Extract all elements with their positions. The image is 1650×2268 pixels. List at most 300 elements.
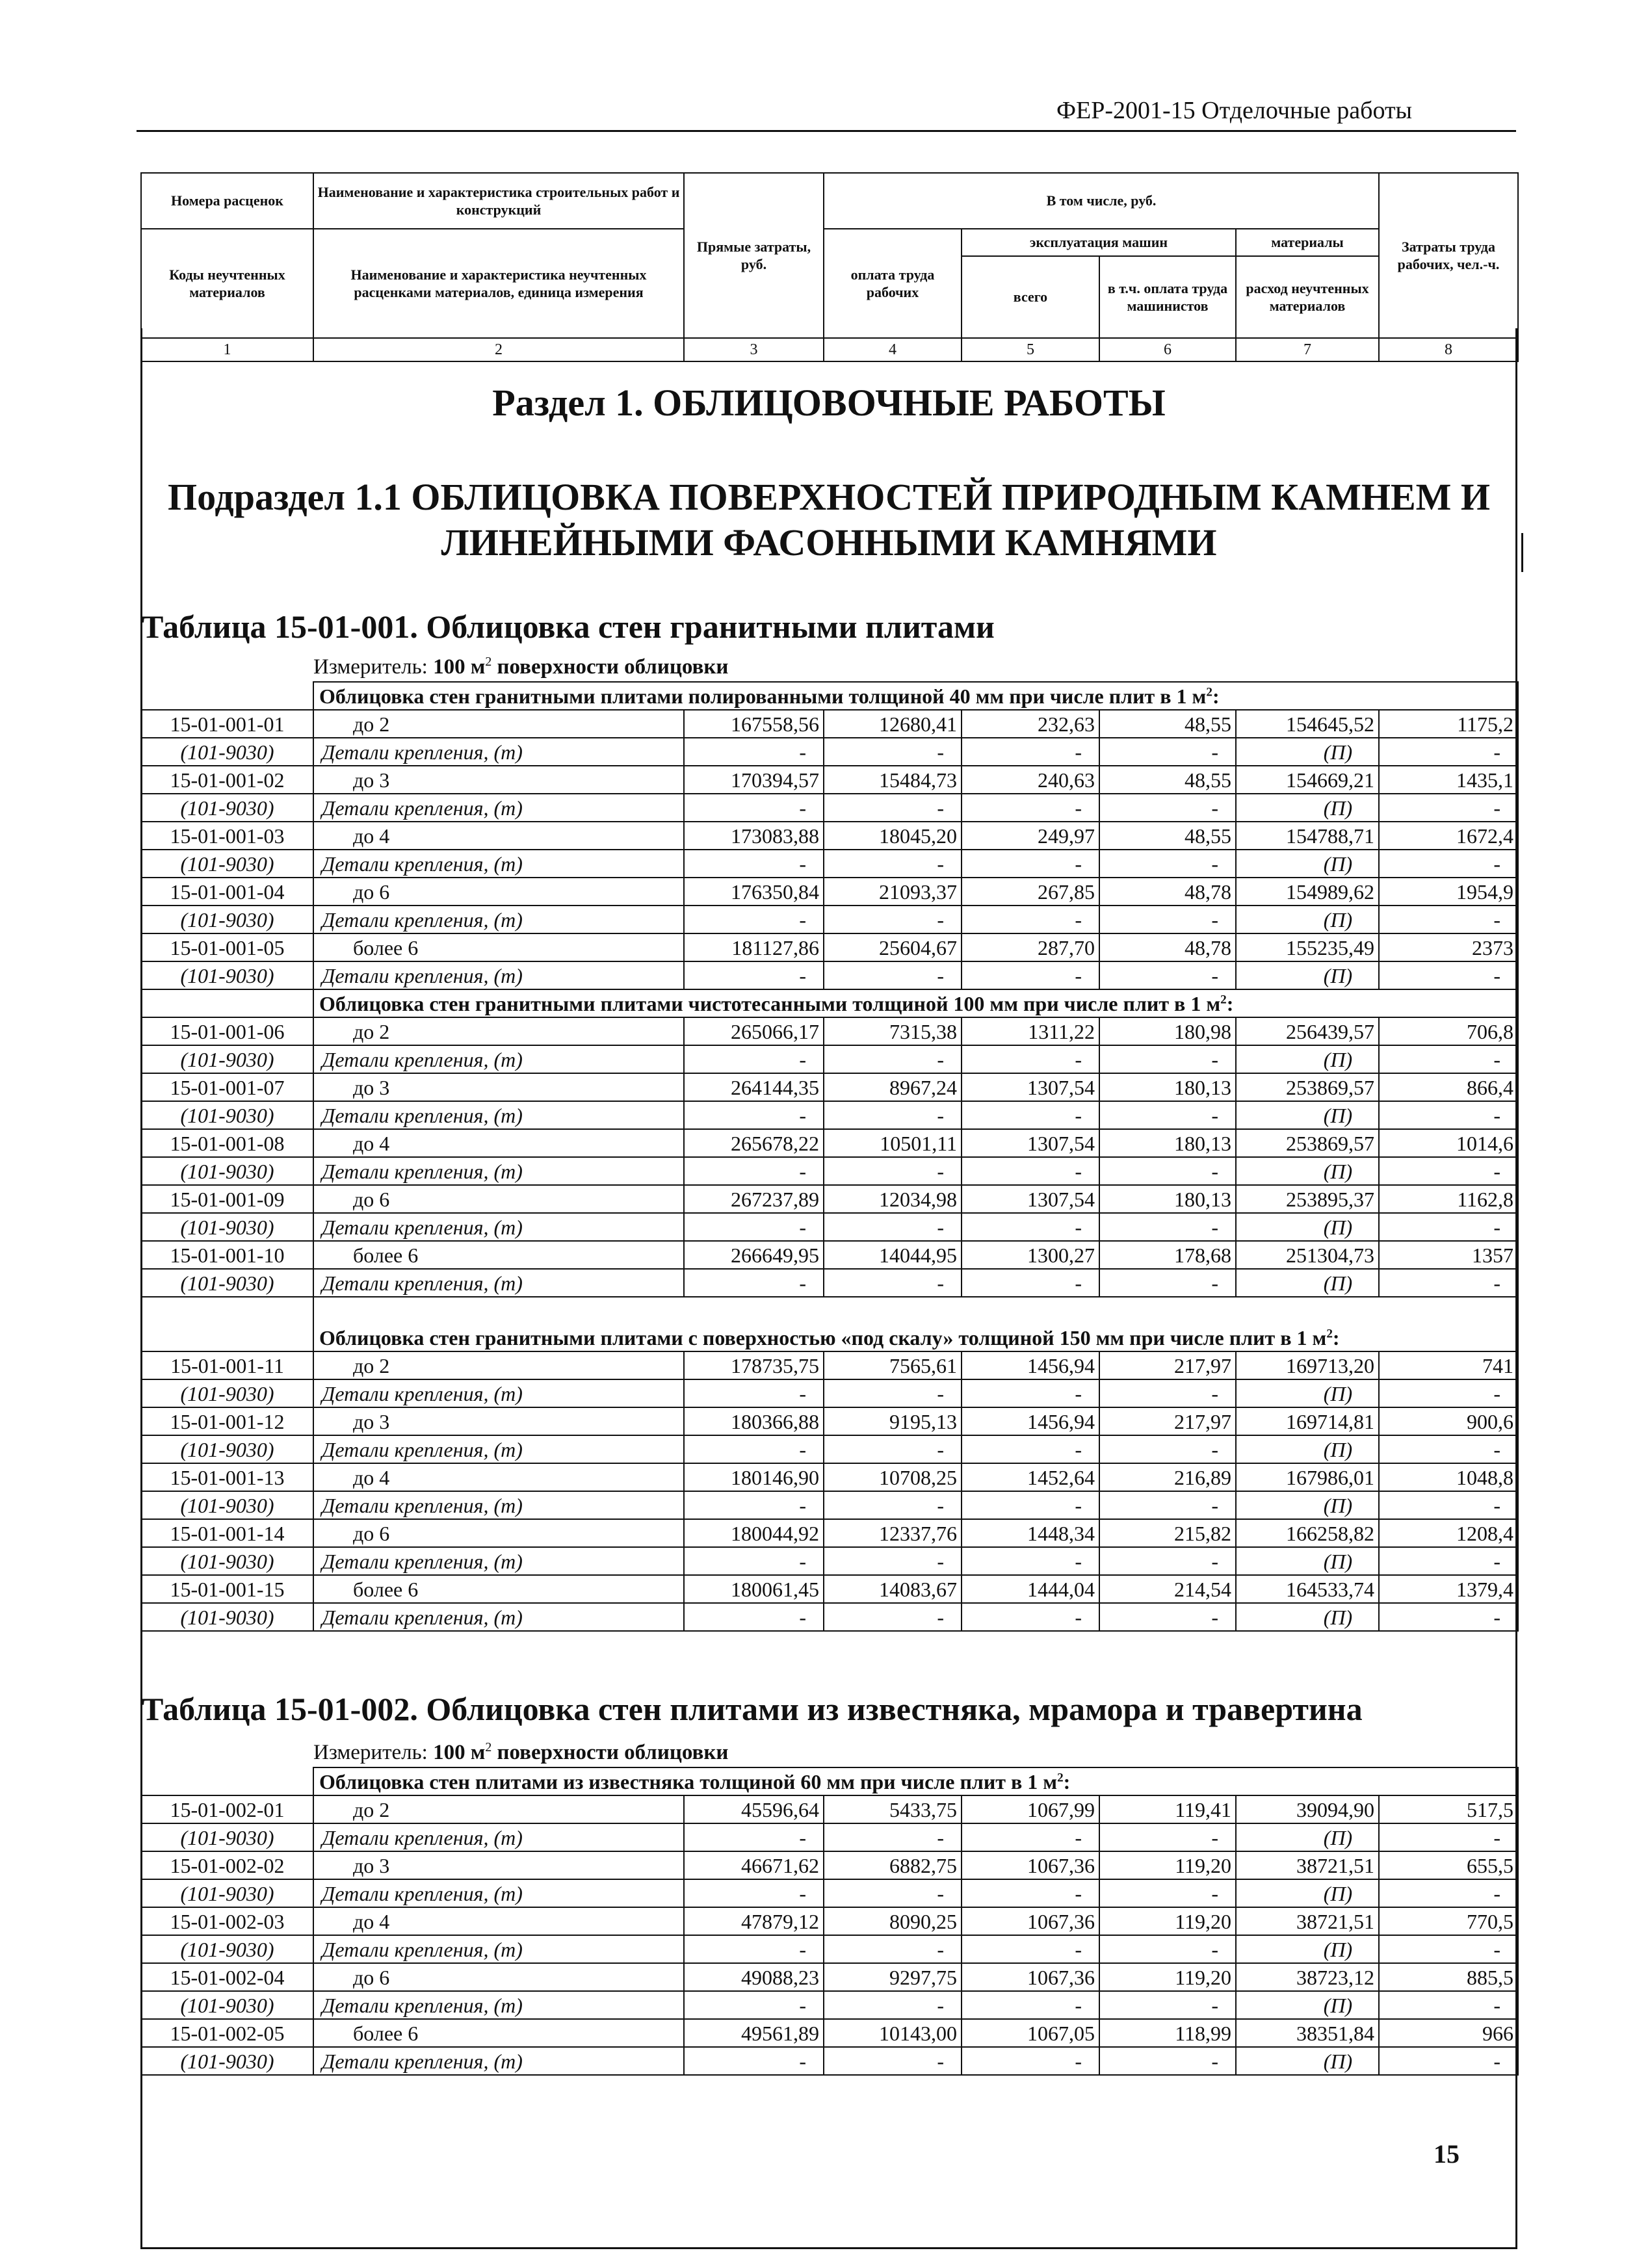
material-description: Детали крепления, (т) [313, 1045, 684, 1073]
dash-cell: - [962, 794, 1099, 822]
dash-cell: - [1099, 1435, 1236, 1463]
dash-cell: - [1099, 1269, 1236, 1297]
dash-cell: - [684, 1991, 824, 2019]
labor-hours: 770,5 [1379, 1907, 1518, 1935]
material-row [141, 1157, 1518, 1185]
rate-description: более 6 [313, 933, 684, 961]
direct-costs: 167558,56 [684, 710, 824, 738]
rate-row [141, 1963, 1518, 1991]
material-code: (101-9030) [141, 850, 313, 878]
dash-cell: - [1099, 2047, 1236, 2075]
dash-cell: - [962, 2047, 1099, 2075]
group-heading-sup: 2 [1057, 1771, 1064, 1785]
rate-description: более 6 [313, 1575, 684, 1603]
table2-data [140, 1767, 1519, 2076]
direct-costs: 265066,17 [684, 1017, 824, 1045]
col4-labor-pay: оплата труда рабочих [824, 229, 962, 338]
labor-hours: 741 [1379, 1351, 1518, 1379]
rate-code: 15-01-001-15 [141, 1575, 313, 1603]
rate-code: 15-01-001-04 [141, 878, 313, 906]
table1-measure [313, 655, 728, 679]
rate-description: до 4 [313, 1907, 684, 1935]
material-description: Детали крепления, (т) [313, 1879, 684, 1907]
dash-cell: - [1379, 1379, 1518, 1407]
machines-total: 1307,54 [962, 1073, 1099, 1101]
running-header: ФЕР-2001-15 Отделочные работы [1056, 97, 1413, 124]
labor-pay: 21093,37 [824, 878, 962, 906]
machines-total: 1067,36 [962, 1963, 1099, 1991]
material-description: Детали крепления, (т) [313, 1935, 684, 1963]
dash-cell: - [824, 850, 962, 878]
rate-code: 15-01-001-02 [141, 766, 313, 794]
dash-cell: - [824, 1603, 962, 1631]
rate-code: 15-01-001-03 [141, 822, 313, 850]
machinist-pay: 48,55 [1099, 822, 1236, 850]
rate-description: до 3 [313, 1073, 684, 1101]
rate-description: до 3 [313, 1407, 684, 1435]
material-description: Детали крепления, (т) [313, 2047, 684, 2075]
direct-costs: 181127,86 [684, 933, 824, 961]
col-number: 4 [824, 338, 962, 361]
group-heading-sup: 2 [1206, 685, 1212, 699]
dash-cell: - [824, 1879, 962, 1907]
machines-total: 232,63 [962, 710, 1099, 738]
dash-cell: - [824, 738, 962, 766]
labor-hours: 517,5 [1379, 1795, 1518, 1823]
group-heading-sup: 2 [1220, 993, 1227, 1007]
labor-hours: 1435,1 [1379, 766, 1518, 794]
dash-cell: - [684, 1547, 824, 1575]
col-group-including: В том числе, руб. [824, 173, 1379, 229]
rate-row [141, 822, 1518, 850]
materials: 256439,57 [1236, 1017, 1379, 1045]
labor-hours: 1048,8 [1379, 1463, 1518, 1491]
dash-cell: - [684, 794, 824, 822]
dash-cell: - [962, 1157, 1099, 1185]
machinist-pay: 119,20 [1099, 1851, 1236, 1879]
material-code: (101-9030) [141, 1603, 313, 1631]
material-marker: (П) [1236, 850, 1379, 878]
materials: 39094,90 [1236, 1795, 1379, 1823]
dash-cell: - [824, 1935, 962, 1963]
col3-direct-costs: Прямые затраты, руб. [684, 173, 824, 338]
materials: 154788,71 [1236, 822, 1379, 850]
machinist-pay: 118,99 [1099, 2019, 1236, 2047]
machines-total: 1067,36 [962, 1907, 1099, 1935]
labor-hours: 1162,8 [1379, 1185, 1518, 1213]
labor-hours: 866,4 [1379, 1073, 1518, 1101]
labor-hours: 1954,9 [1379, 878, 1518, 906]
material-description: Детали крепления, (т) [313, 738, 684, 766]
labor-hours: 885,5 [1379, 1963, 1518, 1991]
labor-hours: 1379,4 [1379, 1575, 1518, 1603]
dash-cell: - [1099, 850, 1236, 878]
dash-cell: - [1099, 794, 1236, 822]
dash-cell: - [824, 1045, 962, 1073]
dash-cell: - [824, 906, 962, 933]
dash-cell: - [824, 1157, 962, 1185]
dash-cell: - [824, 1101, 962, 1129]
materials: 166258,82 [1236, 1519, 1379, 1547]
rate-code: 15-01-001-08 [141, 1129, 313, 1157]
labor-hours: 1672,4 [1379, 822, 1518, 850]
table1-data [140, 681, 1519, 1632]
col2-top: Наименование и характеристика строительных работ и конструкций [313, 173, 684, 229]
material-code: (101-9030) [141, 1823, 313, 1851]
dash-cell: - [1099, 1491, 1236, 1519]
dash-cell: - [684, 1045, 824, 1073]
material-row [141, 850, 1518, 878]
rate-row [141, 1241, 1518, 1269]
dash-cell: - [824, 2047, 962, 2075]
dash-cell: - [824, 1269, 962, 1297]
dash-cell: - [1099, 1879, 1236, 1907]
rate-description: более 6 [313, 2019, 684, 2047]
direct-costs: 46671,62 [684, 1851, 824, 1879]
dash-cell: - [1379, 1991, 1518, 2019]
material-marker: (П) [1236, 1157, 1379, 1185]
materials: 154645,52 [1236, 710, 1379, 738]
dash-cell: - [962, 738, 1099, 766]
dash-cell: - [1099, 1379, 1236, 1407]
dash-cell: - [1099, 1823, 1236, 1851]
margin-mark [1521, 533, 1523, 572]
group-heading-end: : [1063, 1770, 1071, 1793]
labor-pay: 10501,11 [824, 1129, 962, 1157]
dash-cell: - [1379, 1547, 1518, 1575]
dash-cell: - [1099, 1213, 1236, 1241]
direct-costs: 49088,23 [684, 1963, 824, 1991]
rate-row [141, 1907, 1518, 1935]
machinist-pay: 48,78 [1099, 878, 1236, 906]
subsection-title-line1: Подраздел 1.1 ОБЛИЦОВКА ПОВЕРХНОСТЕЙ ПРИРОДНЫМ КАМНЕМ И [167, 476, 1491, 518]
labor-pay: 25604,67 [824, 933, 962, 961]
dash-cell: - [1379, 2047, 1518, 2075]
rate-row [141, 1519, 1518, 1547]
material-row [141, 961, 1518, 989]
dash-cell: - [1099, 1157, 1236, 1185]
measure-sup: 2 [485, 655, 492, 669]
labor-pay: 12680,41 [824, 710, 962, 738]
dash-cell: - [1379, 1603, 1518, 1631]
material-marker: (П) [1236, 1045, 1379, 1073]
material-description: Детали крепления, (т) [313, 850, 684, 878]
labor-hours: 706,8 [1379, 1017, 1518, 1045]
machinist-pay: 215,82 [1099, 1519, 1236, 1547]
labor-hours: 1014,6 [1379, 1129, 1518, 1157]
dash-cell: - [1379, 1213, 1518, 1241]
dash-cell: - [824, 1991, 962, 2019]
group-heading-text: Облицовка стен плитами из известняка толщиной 60 мм при числе плит в 1 м [319, 1770, 1058, 1793]
material-description: Детали крепления, (т) [313, 794, 684, 822]
material-marker: (П) [1236, 1269, 1379, 1297]
labor-pay: 10708,25 [824, 1463, 962, 1491]
dash-cell: - [962, 1547, 1099, 1575]
labor-hours: 2373 [1379, 933, 1518, 961]
dash-cell: - [1099, 906, 1236, 933]
col-number: 8 [1379, 338, 1518, 361]
rate-code: 15-01-001-01 [141, 710, 313, 738]
labor-hours: 1175,2 [1379, 710, 1518, 738]
direct-costs: 264144,35 [684, 1073, 824, 1101]
dash-cell: - [1099, 1935, 1236, 1963]
material-marker: (П) [1236, 1603, 1379, 1631]
table2-measure [313, 1741, 728, 1765]
dash-cell: - [684, 1603, 824, 1631]
material-row [141, 1603, 1518, 1631]
material-code: (101-9030) [141, 1269, 313, 1297]
direct-costs: 180366,88 [684, 1407, 824, 1435]
materials: 167986,01 [1236, 1463, 1379, 1491]
machines-total: 1456,94 [962, 1407, 1099, 1435]
dash-cell: - [1379, 794, 1518, 822]
group-heading-row [141, 989, 1518, 1017]
group-heading-sup: 2 [1326, 1327, 1333, 1341]
group-heading [313, 682, 1518, 710]
rate-code: 15-01-001-11 [141, 1351, 313, 1379]
rate-code: 15-01-002-03 [141, 1907, 313, 1935]
material-row [141, 1879, 1518, 1907]
rate-code: 15-01-001-05 [141, 933, 313, 961]
direct-costs: 49561,89 [684, 2019, 824, 2047]
col5-total: всего [962, 256, 1099, 338]
measure-value: 100 м [433, 1741, 486, 1764]
dash-cell: - [962, 1491, 1099, 1519]
material-marker: (П) [1236, 738, 1379, 766]
materials: 38723,12 [1236, 1963, 1379, 1991]
materials: 38721,51 [1236, 1851, 1379, 1879]
machines-total: 287,70 [962, 933, 1099, 961]
col8-labor-hours: Затраты труда рабочих, чел.-ч. [1379, 173, 1518, 338]
dash-cell: - [684, 961, 824, 989]
col-number: 1 [141, 338, 313, 361]
rate-code: 15-01-002-05 [141, 2019, 313, 2047]
group-heading [313, 989, 1518, 1017]
rate-description: более 6 [313, 1241, 684, 1269]
labor-pay: 7315,38 [824, 1017, 962, 1045]
direct-costs: 180146,90 [684, 1463, 824, 1491]
material-marker: (П) [1236, 794, 1379, 822]
page-number: 15 [1434, 2139, 1460, 2169]
dash-cell: - [962, 1269, 1099, 1297]
col-number: 5 [962, 338, 1099, 361]
dash-cell: - [1379, 1491, 1518, 1519]
measure-rest: поверхности облицовки [491, 655, 729, 679]
material-row [141, 906, 1518, 933]
labor-hours: 900,6 [1379, 1407, 1518, 1435]
material-description: Детали крепления, (т) [313, 906, 684, 933]
dash-cell: - [684, 1823, 824, 1851]
dash-cell: - [1379, 1935, 1518, 1963]
labor-pay: 9297,75 [824, 1963, 962, 1991]
machinist-pay: 214,54 [1099, 1575, 1236, 1603]
material-code: (101-9030) [141, 1491, 313, 1519]
col-number: 7 [1236, 338, 1379, 361]
material-marker: (П) [1236, 906, 1379, 933]
material-code: (101-9030) [141, 1213, 313, 1241]
dash-cell: - [962, 906, 1099, 933]
labor-pay: 5433,75 [824, 1795, 962, 1823]
machinist-pay: 119,20 [1099, 1907, 1236, 1935]
machines-total: 1311,22 [962, 1017, 1099, 1045]
material-row [141, 1379, 1518, 1407]
rate-description: до 4 [313, 1129, 684, 1157]
group-heading-end: : [1226, 992, 1234, 1015]
dash-cell: - [684, 2047, 824, 2075]
rate-code: 15-01-001-13 [141, 1463, 313, 1491]
rate-description: до 2 [313, 1351, 684, 1379]
labor-pay: 6882,75 [824, 1851, 962, 1879]
dash-cell: - [1099, 1547, 1236, 1575]
dash-cell: - [684, 738, 824, 766]
materials: 253869,57 [1236, 1129, 1379, 1157]
rate-row [141, 1017, 1518, 1045]
material-code: (101-9030) [141, 1879, 313, 1907]
material-description: Детали крепления, (т) [313, 1379, 684, 1407]
material-code: (101-9030) [141, 1379, 313, 1407]
material-code: (101-9030) [141, 1045, 313, 1073]
material-description: Детали крепления, (т) [313, 961, 684, 989]
labor-hours: 1208,4 [1379, 1519, 1518, 1547]
materials: 155235,49 [1236, 933, 1379, 961]
dash-cell: - [962, 1045, 1099, 1073]
rate-row [141, 1073, 1518, 1101]
rate-description: до 4 [313, 1463, 684, 1491]
machines-total: 1067,99 [962, 1795, 1099, 1823]
heading-gap [141, 682, 313, 710]
material-description: Детали крепления, (т) [313, 1547, 684, 1575]
rate-row [141, 710, 1518, 738]
col7-materials: расход неучтенных материалов [1236, 256, 1379, 338]
dash-cell: - [1099, 1101, 1236, 1129]
material-marker: (П) [1236, 961, 1379, 989]
dash-cell: - [962, 1379, 1099, 1407]
material-marker: (П) [1236, 1547, 1379, 1575]
dash-cell: - [1099, 1991, 1236, 2019]
dash-cell: - [684, 1157, 824, 1185]
material-row [141, 1935, 1518, 1963]
group-heading-text: Облицовка стен гранитными плитами чистотесанными толщиной 100 мм при числе плит в 1 м [319, 992, 1221, 1015]
group-heading [313, 1767, 1518, 1795]
rate-code: 15-01-001-07 [141, 1073, 313, 1101]
direct-costs: 180061,45 [684, 1575, 824, 1603]
col-number: 3 [684, 338, 824, 361]
materials: 253895,37 [1236, 1185, 1379, 1213]
dash-cell: - [824, 1213, 962, 1241]
materials: 38721,51 [1236, 1907, 1379, 1935]
rate-description: до 3 [313, 766, 684, 794]
machinist-pay: 180,13 [1099, 1073, 1236, 1101]
dash-cell: - [1099, 1603, 1236, 1631]
group-heading [313, 1297, 1518, 1351]
machines-total: 1307,54 [962, 1129, 1099, 1157]
section-title: Раздел 1. ОБЛИЦОВОЧНЫЕ РАБОТЫ [492, 382, 1166, 424]
rate-description: до 3 [313, 1851, 684, 1879]
header-rule [137, 130, 1516, 132]
dash-cell: - [1379, 1879, 1518, 1907]
direct-costs: 180044,92 [684, 1519, 824, 1547]
dash-cell: - [1099, 961, 1236, 989]
machinist-pay: 48,55 [1099, 766, 1236, 794]
materials: 164533,74 [1236, 1575, 1379, 1603]
dash-cell: - [962, 850, 1099, 878]
rate-code: 15-01-002-04 [141, 1963, 313, 1991]
rate-description: до 2 [313, 1017, 684, 1045]
labor-hours: 1357 [1379, 1241, 1518, 1269]
dash-cell: - [824, 1823, 962, 1851]
group-heading-text: Облицовка стен гранитными плитами полированными толщиной 40 мм при числе плит в 1 м [319, 684, 1207, 708]
measure-value: 100 м [433, 655, 486, 679]
col2-bottom: Наименование и характеристика неучтенных расценками материалов, единица измерения [313, 229, 684, 338]
direct-costs: 266649,95 [684, 1241, 824, 1269]
material-row [141, 1213, 1518, 1241]
material-code: (101-9030) [141, 1991, 313, 2019]
dash-cell: - [684, 1269, 824, 1297]
material-code: (101-9030) [141, 738, 313, 766]
machines-total: 1444,04 [962, 1575, 1099, 1603]
material-row [141, 1101, 1518, 1129]
material-row [141, 1269, 1518, 1297]
rate-code: 15-01-002-01 [141, 1795, 313, 1823]
direct-costs: 176350,84 [684, 878, 824, 906]
group-heading-text: Облицовка стен гранитными плитами с поверхностью «под скалу» толщиной 150 мм при числе плит в 1 м [319, 1326, 1327, 1349]
materials: 169714,81 [1236, 1407, 1379, 1435]
material-description: Детали крепления, (т) [313, 1157, 684, 1185]
dash-cell: - [824, 1547, 962, 1575]
measure-label: Измеритель: [313, 655, 428, 679]
material-code: (101-9030) [141, 1435, 313, 1463]
labor-hours: 966 [1379, 2019, 1518, 2047]
dash-cell: - [824, 1435, 962, 1463]
table1-title: Таблица 15-01-001. Облицовка стен гранитными плитами [142, 608, 995, 645]
machines-total: 240,63 [962, 766, 1099, 794]
material-row [141, 1823, 1518, 1851]
dash-cell: - [684, 1379, 824, 1407]
machines-total: 1452,64 [962, 1463, 1099, 1491]
rate-row [141, 1463, 1518, 1491]
material-marker: (П) [1236, 1935, 1379, 1963]
material-row [141, 1547, 1518, 1575]
rate-description: до 6 [313, 1185, 684, 1213]
material-description: Детали крепления, (т) [313, 1491, 684, 1519]
rate-description: до 6 [313, 1963, 684, 1991]
dash-cell: - [824, 794, 962, 822]
material-row [141, 1435, 1518, 1463]
material-code: (101-9030) [141, 961, 313, 989]
col1-top: Номера расценок [141, 173, 313, 229]
materials: 154989,62 [1236, 878, 1379, 906]
group-heading-row [141, 1297, 1518, 1351]
material-description: Детали крепления, (т) [313, 1435, 684, 1463]
dash-cell: - [684, 1435, 824, 1463]
dash-cell: - [1379, 1269, 1518, 1297]
direct-costs: 265678,22 [684, 1129, 824, 1157]
rate-row [141, 1129, 1518, 1157]
material-marker: (П) [1236, 1379, 1379, 1407]
rate-row [141, 1351, 1518, 1379]
group-heading-end: : [1212, 684, 1220, 708]
dash-cell: - [1379, 1101, 1518, 1129]
heading-gap [141, 1767, 313, 1795]
material-marker: (П) [1236, 1213, 1379, 1241]
dash-cell: - [1379, 961, 1518, 989]
measure-label: Измеритель: [313, 1741, 428, 1764]
dash-cell: - [962, 961, 1099, 989]
material-description: Детали крепления, (т) [313, 1603, 684, 1631]
material-code: (101-9030) [141, 1547, 313, 1575]
machinist-pay: 48,78 [1099, 933, 1236, 961]
subsection-title-line2: ЛИНЕЙНЫМИ ФАСОННЫМИ КАМНЯМИ [441, 521, 1217, 564]
